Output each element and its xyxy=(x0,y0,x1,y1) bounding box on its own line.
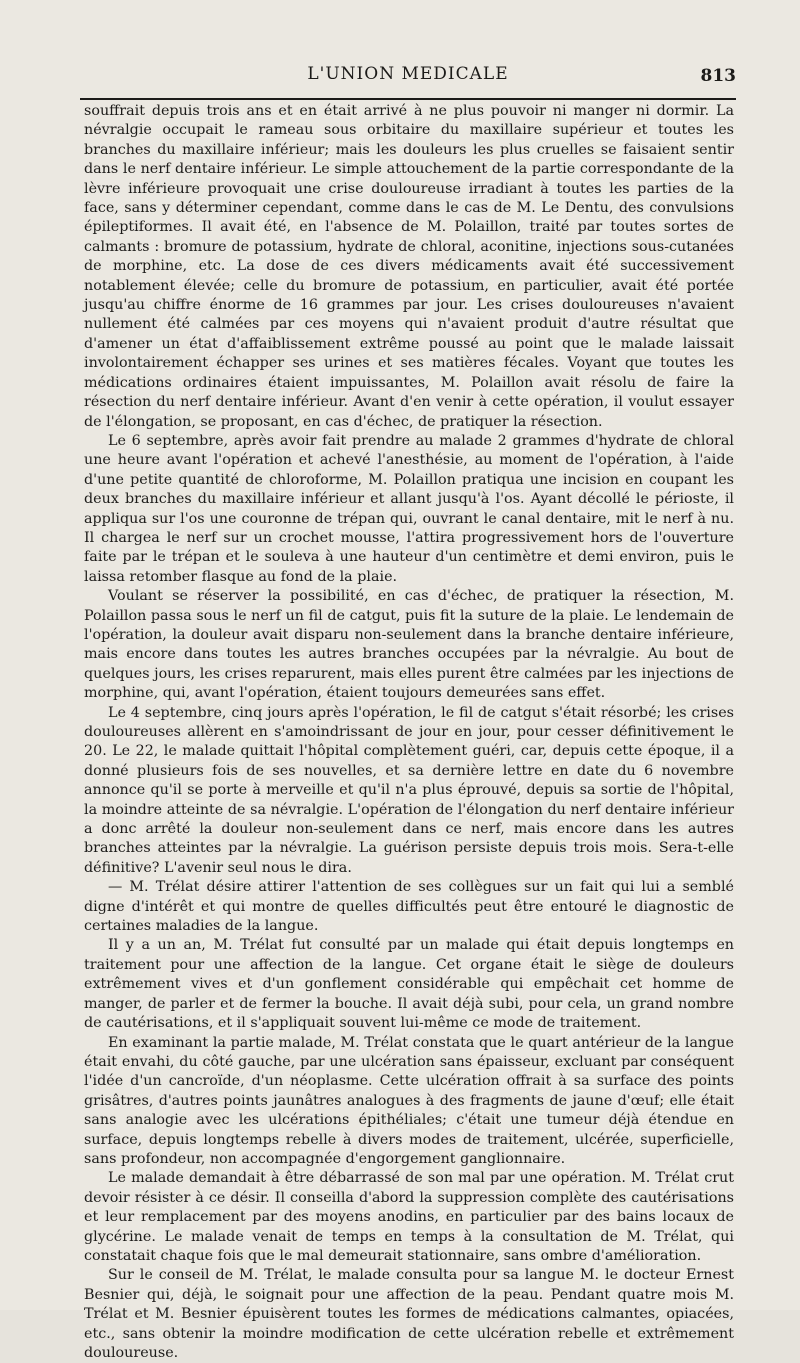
page-number: 813 xyxy=(700,66,736,86)
header-rule xyxy=(80,98,736,100)
paragraph: En examinant la partie malade, M. Trélat constata que le quart antérieur de la langue était envahi, du côté gauche, par une ulcération sans épaisseur, excluant par conséquent l'idée d'un cancroïde, d'un néoplasme. Cette ulcération offrait à sa surface des points grisâtres, d'autres points jaunâtres analogues à des fragments de jaune d'œuf; elle était sans analogie avec les ulcérations épithéliales; c'était une tumeur déjà étendue en surface, depuis longtemps rebelle à divers modes de traitement, ulcérée, superficielle, sans profondeur, non accompagnée d'engorgement ganglionnaire. xyxy=(84,1034,734,1167)
paragraph: Le 4 septembre, cinq jours après l'opération, le fil de catgut s'était résorbé; les crises douloureuses allèrent en s'amoindrissant de jour en jour, pour cesser définitivement le 20. Le 22, le malade quittait l'hôpital complètement guéri, car, depuis cette époque, il a donné plusieurs fois de ses nouvelles, et sa dernière lettre en date du 6 novembre annonce qu'il se porte à merveille et qu'il n'a plus éprouvé, depuis sa sortie de l'hôpital, la moindre atteinte de sa névralgie. L'opération de l'élongation du nerf dentaire inférieur a donc arrêté la douleur non-seulement dans ce nerf, mais encore dans les autres branches atteintes par la névralgie. La guérison persiste depuis trois mois. Sera-t-elle définitive? L'avenir seul nous le dira. xyxy=(84,704,734,876)
article-body xyxy=(84,102,734,1363)
paragraph: Le malade demandait à être débarrassé de son mal par une opération. M. Trélat crut devoir résister à ce désir. Il conseilla d'abord la suppression complète des cautérisations et leur remplacement par des moyens anodins, en particulier par des bains locaux de glycérine. Le malade venait de temps en temps à la consultation de M. Trélat, qui constatait chaque fois que le mal demeurait stationnaire, sans ombre d'amélioration. xyxy=(84,1170,734,1264)
page-header xyxy=(80,60,736,92)
paragraph: Il y a un an, M. Trélat fut consulté par un malade qui était depuis longtemps en traitement pour une affection de la langue. Cet organe était le siège de douleurs extrêmement vives et d'un gonflement considérable qui empêchait cet homme de manger, de parler et de fermer la bouche. Il avait déjà subi, pour cela, un grand nombre de cautérisations, et il s'appliquait souvent lui-même ce mode de traitement. xyxy=(84,937,734,1032)
paragraph: Le 6 septembre, après avoir fait prendre au malade 2 grammes d'hydrate de chloral une heure avant l'opération et achevé l'anesthésie, au moment de l'opération, à l'aide d'une petite quantité de chloroforme, M. Polaillon pratiqua une incision en coupant les deux branches du maxillaire inférieur et allant jusqu'à l'os. Ayant décollé le périoste, il appliqua sur l'os une couronne de trépan qui, ouvrant le canal dentaire, mit le nerf à nu. Il chargea le nerf sur un crochet mousse, l'attira progressivement hors de l'ouverture faite par le trépan et le souleva à une hauteur d'un centimètre et demi environ, puis le laissa retomber flasque au fond de la plaie. xyxy=(84,432,734,585)
paragraph: — M. Trélat désire attirer l'attention de ses collègues sur un fait qui lui a semblé digne d'intérêt et qui montre de quelles difficultés peut être entouré le diagnostic de certaines maladies de la langue. xyxy=(84,879,734,935)
paragraph: souffrait depuis trois ans et en était arrivé à ne plus pouvoir ni manger ni dormir. La névralgie occupait le rameau sous orbitaire du maxillaire supérieur et toutes les branches du maxillaire inférieur; mais les douleurs les plus cruelles se faisaient sentir dans le nerf dentaire inférieur. Le simple attouchement de la partie correspondante de la lèvre inférieure provoquait une crise douloureuse irradiant à toutes les parties de la face, sans y déterminer cependant, comme dans le cas de M. Le Dentu, des convulsions épileptiformes. Il avait été, en l'absence de M. Polaillon, traité par toutes sortes de calmants : bromure de potassium, hydrate de chloral, aconitine, injections sous-cutanées de morphine, etc. La dose de ces divers médicaments avait été successivement notablement élevée; celle du bromure de potassium, en particulier, avait été portée jusqu'au chiffre énorme de 16 grammes par jour. Les crises douloureuses n'avaient nullement été calmées par ces moyens qui n'avaient produit d'autre résultat que d'amener un état d'affaiblissement extrême poussé au point que le malade laissait involontairement échapper ses urines et ses matières fécales. Voyant que toutes les médications ordinaires étaient impuissantes, M. Polaillon avait résolu de faire la résection du nerf dentaire inférieur. Avant d'en venir à cette opération, il voulut essayer de l'élongation, se proposant, en cas d'échec, de pratiquer la résection. xyxy=(84,103,734,430)
running-title: L'UNION MEDICALE xyxy=(307,64,509,84)
paragraph: Sur le conseil de M. Trélat, le malade consulta pour sa langue M. le docteur Ernest Besnier qui, déjà, le soignait pour une affection de la peau. Pendant quatre mois M. Trélat et M. Besnier épuisèrent toutes les formes de médications calmantes, opiacées, etc., sans obtenir la moindre modification de cette ulcération rebelle et extrêmement douloureuse. xyxy=(84,1267,734,1361)
paragraph: Voulant se réserver la possibilité, en cas d'échec, de pratiquer la résection, M. Polaillon passa sous le nerf un fil de catgut, puis fit la suture de la plaie. Le lendemain de l'opération, la douleur avait disparu non-seulement dans la branche dentaire inférieure, mais encore dans toutes les autres branches occupées par la névralgie. Au bout de quelques jours, les crises reparurent, mais elles purent être calmées par les injections de morphine, qui, avant l'opération, étaient toujours demeurées sans effet. xyxy=(84,588,734,702)
